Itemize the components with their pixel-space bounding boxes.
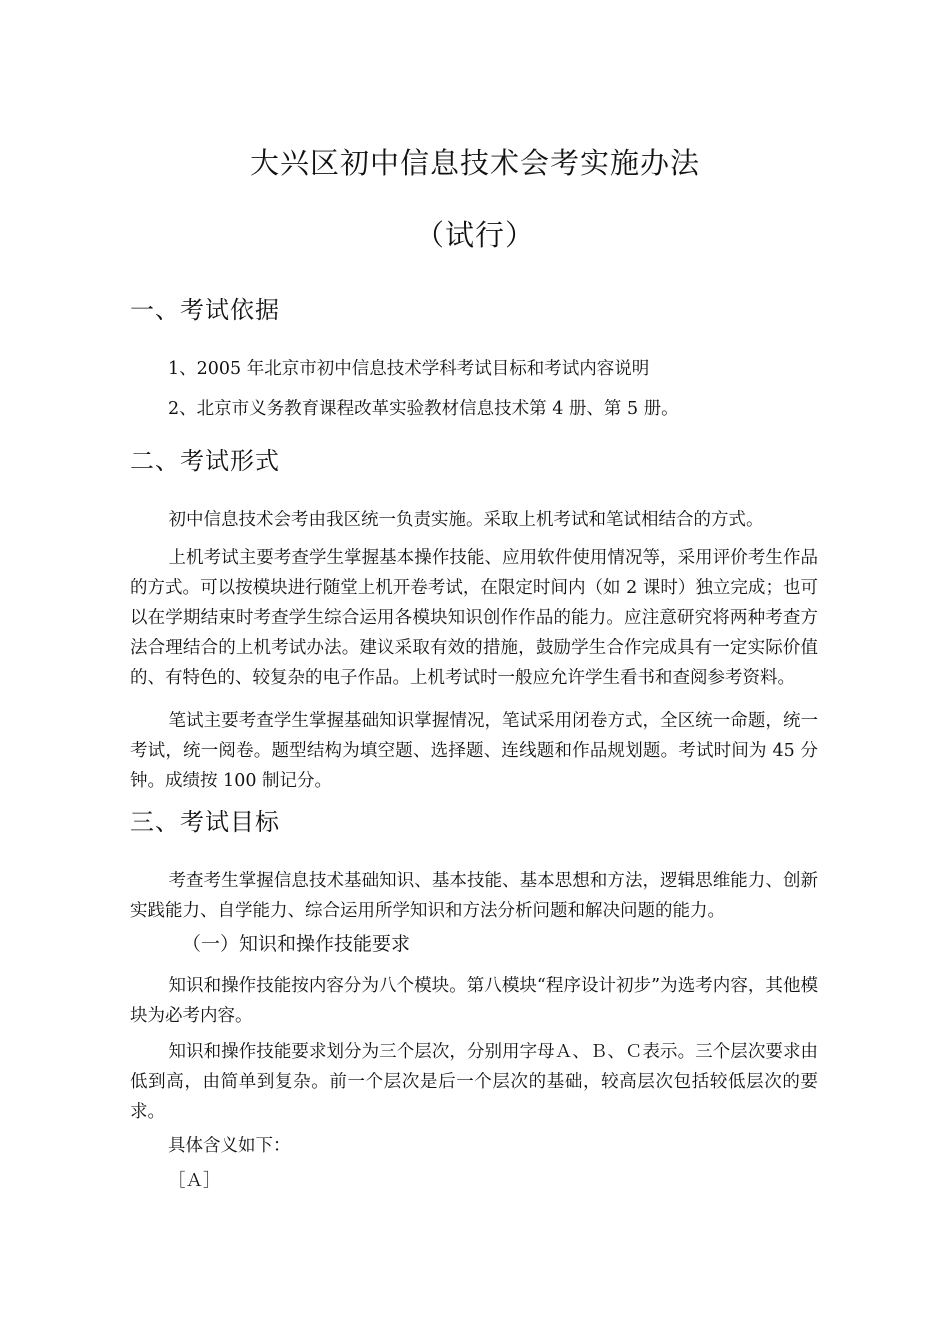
basis-item-1: 1、2005 年北京市初中信息技术学科考试目标和考试内容说明 bbox=[168, 359, 650, 379]
section-heading-format: 二、考试形式 bbox=[130, 447, 280, 475]
knowledge-paragraph-2: 知识和操作技能要求划分为三个层次，分别用字母Ａ、Ｂ、Ｃ表示。三个层次要求由低到高，由简单到复杂。前一个层次是后一个层次的基础，较高层次包括较低层次的要求。 bbox=[130, 1042, 818, 1122]
section-heading-basis: 一、考试依据 bbox=[130, 296, 280, 324]
basis-item-2: 2、北京市义务教育课程改革实验教材信息技术第 4 册、第 5 册。 bbox=[168, 399, 679, 419]
document-subtitle: （试行） bbox=[414, 218, 535, 252]
subsection-heading-knowledge: （一）知识和操作技能要求 bbox=[182, 933, 411, 955]
section-heading-goals: 三、考试目标 bbox=[130, 808, 280, 836]
format-paragraph-1: 初中信息技术会考由我区统一负责实施。采取上机考试和笔试相结合的方式。 bbox=[168, 510, 764, 530]
goals-paragraph: 考查考生掌握信息技术基础知识、基本技能、基本思想和方法，逻辑思维能力、创新实践能力、自学能力、综合运用所学知识和方法分析问题和解决问题的能力。 bbox=[130, 871, 818, 921]
format-paragraph-3: 笔试主要考查学生掌握基础知识掌握情况，笔试采用闭卷方式，全区统一命题，统一考试，统一阅卷。题型结构为填空题、选择题、连线题和作品规划题。考试时间为 45 分钟。成绩按 100 制记分。 bbox=[130, 711, 818, 791]
document-title: 大兴区初中信息技术会考实施办法 bbox=[249, 146, 700, 180]
levels-lead-text: 具体含义如下： bbox=[168, 1136, 291, 1156]
knowledge-paragraph-1: 知识和操作技能按内容分为八个模块。第八模块“程序设计初步”为选考内容，其他模块为必考内容。 bbox=[130, 976, 818, 1026]
format-paragraph-2: 上机考试主要考查学生掌握基本操作技能、应用软件使用情况等，采用评价考生作品的方式。可以按模块进行随堂上机开卷考试，在限定时间内（如 2 课时）独立完成；也可以在学期结束时考查学生综合运用各模块知识创作作品的能力。应注意研究将两种考查方法合理结合的上机考试办法。建议采取有效的措施，鼓励学生合作完成具有一定实际价值的、有特色的、较复杂的电子作品。上机考试时一般应允许学生看书和查阅参考资料。 bbox=[130, 548, 818, 688]
level-a-marker: ［Ａ］ bbox=[168, 1171, 221, 1191]
